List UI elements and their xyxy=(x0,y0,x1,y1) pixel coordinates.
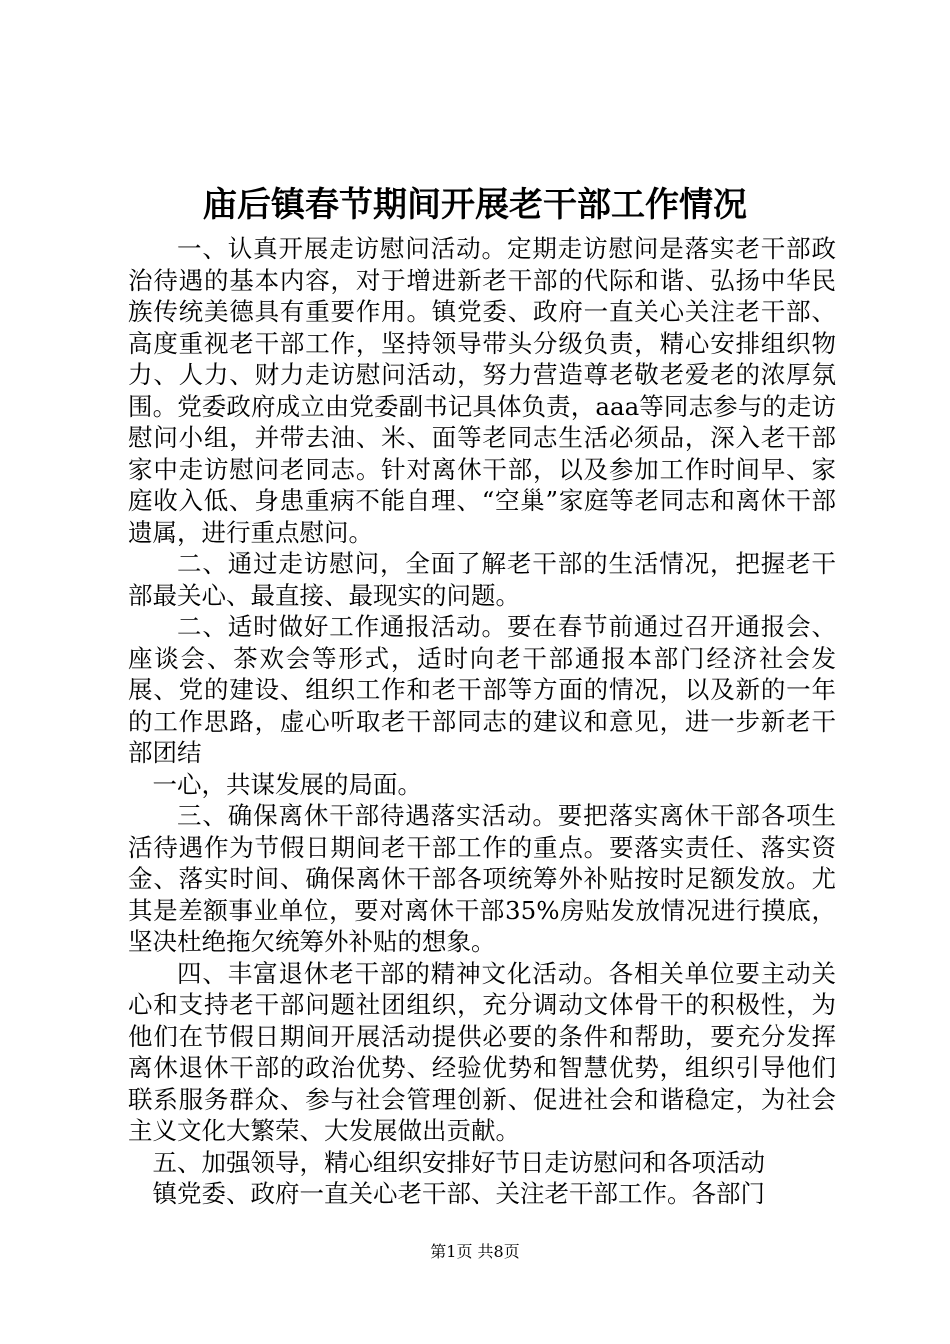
paragraph-culture: 四、丰富退休老干部的精神文化活动。各相关单位要主动关心和支持老干部问题社团组织，充分调动文体骨干的积极性，为他们在节假日期间开展活动提供必要的条件和帮助，要充分发挥离休退休干部的政治优势、经验优势和智慧优势，组织引导他们联系服务群众、参与社会管理创新、促进社会和谐稳定，为社会主义文化大繁荣、大发展做出贡献。 xyxy=(128,958,836,1145)
paragraph-leadership: 镇党委、政府一直关心老干部、关注老干部工作。各部门 xyxy=(152,1179,765,1208)
paragraph-benefits: 三、确保离休干部待遇落实活动。要把落实离休干部各项生活待遇作为节假日期间老干部工作的重点。要落实责任、落实资金、落实时间、确保离休干部各项统筹外补贴按时足额发放。尤其是差额事业单位，要对离休干部35%房贴发放情况进行摸底，坚决杜绝拖欠统筹外补贴的想象。 xyxy=(128,801,836,956)
paragraph-visits: 一、认真开展走访慰问活动。定期走访慰问是落实老干部政治待遇的基本内容，对于增进新老干部的代际和谐、弘扬中华民族传统美德具有重要作用。镇党委、政府一直关心关注老干部、高度重视老干部工作，坚持领导带头分级负责，精心安排组织物力、人力、财力走访慰问活动，努力营造尊老敬老爱老的浓厚氛围。党委政府成立由党委副书记具体负责，aaa等同志参与的走访慰问小组，并带去油、米、面等老同志生活必须品，深入老干部家中走访慰问老同志。针对离休干部，以及参加工作时间早、家庭收入低、身患重病不能自理、“空巢”家庭等老同志和离休干部遗属，进行重点慰问。 xyxy=(128,234,836,547)
document-title: 庙后镇春节期间开展老干部工作情况 xyxy=(203,185,747,225)
page-number-footer: 第1页 共8页 xyxy=(430,1242,520,1261)
paragraph-briefing-continued: 一心，共谋发展的局面。 xyxy=(152,769,422,799)
document-body xyxy=(128,233,836,1210)
paragraph-briefing: 二、适时做好工作通报活动。要在春节前通过召开通报会、座谈会、茶欢会等形式，适时向老干部通报本部门经济社会发展、党的建设、组织工作和老干部等方面的情况，以及新的一年的工作思路，虚心听取老干部同志的建议和意见，进一步新老干部团结 xyxy=(128,612,836,767)
paragraph-understanding: 二、通过走访慰问，全面了解老干部的生活情况，把握老干部最关心、最直接、最现实的问题。 xyxy=(128,549,836,610)
paragraph-leadership-heading: 五、加强领导，精心组织安排好节日走访慰问和各项活动 xyxy=(152,1147,765,1177)
